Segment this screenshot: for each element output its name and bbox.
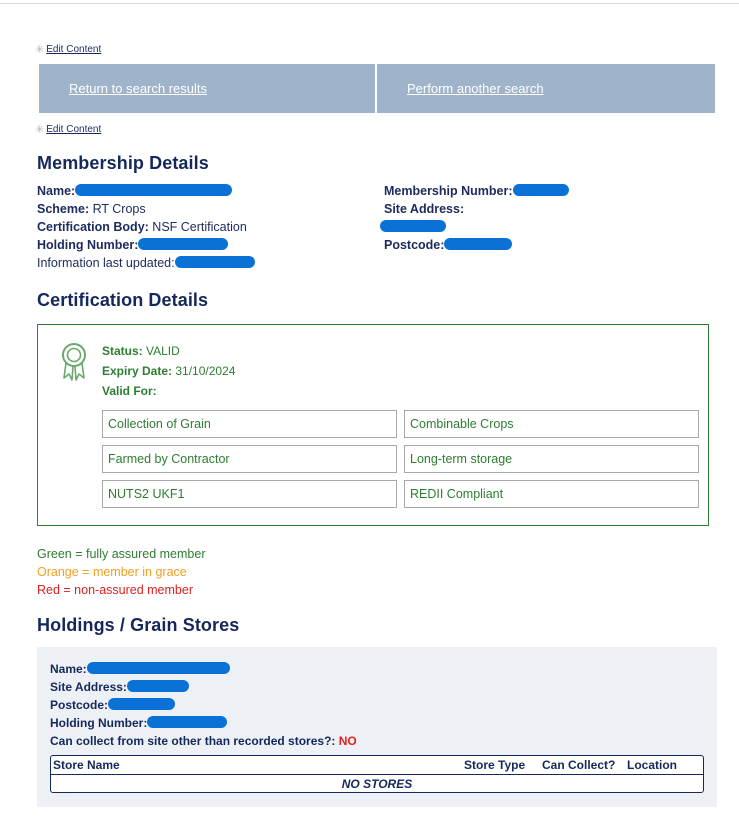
member-name-row xyxy=(37,182,255,200)
expiry-value: 31/10/2024 xyxy=(175,364,236,378)
expiry-row xyxy=(102,364,235,378)
site-address-label: Site Address: xyxy=(384,202,465,216)
holding-site-address-label: Site Address: xyxy=(50,680,127,694)
edit-content-link-second[interactable] xyxy=(35,124,101,135)
membership-right-column xyxy=(384,182,569,254)
legend-red: Red = non-assured member xyxy=(37,583,193,597)
info-updated-label: Information last updated: xyxy=(37,256,175,270)
col-store-type: Store Type xyxy=(464,758,526,772)
legend-green: Green = fully assured member xyxy=(37,547,206,561)
col-store-name: Store Name xyxy=(53,758,120,772)
redacted-value xyxy=(380,220,446,232)
valid-for-cell: Combinable Crops xyxy=(404,410,699,438)
status-label: Status: xyxy=(102,344,143,358)
membership-number-row xyxy=(384,182,569,200)
name-label: Name: xyxy=(37,184,76,198)
redacted-value xyxy=(138,238,228,250)
nav-cell-search xyxy=(407,64,544,113)
perform-another-search-link[interactable]: Perform another search xyxy=(407,81,544,96)
holding-card xyxy=(37,647,717,807)
col-location: Location xyxy=(627,758,677,772)
legend-orange: Orange = member in grace xyxy=(37,565,187,579)
postcode-row xyxy=(384,236,569,254)
redacted-value xyxy=(147,716,227,728)
collect-question: Can collect from site other than recorded stores?: xyxy=(50,734,336,748)
collect-other-site-row xyxy=(50,734,357,748)
sparkle-icon: ✳ xyxy=(35,123,45,136)
return-to-search-link[interactable]: Return to search results xyxy=(69,81,208,96)
info-updated-row xyxy=(37,254,255,272)
redacted-value xyxy=(175,256,255,268)
edit-content-label[interactable]: Edit Content xyxy=(46,44,102,55)
redacted-value xyxy=(444,238,512,250)
scheme-value: RT Crops xyxy=(92,202,146,216)
holding-number-label: Holding Number: xyxy=(37,238,139,252)
postcode-label: Postcode: xyxy=(384,238,445,252)
nav-cell-return xyxy=(69,64,207,113)
site-address-value-row xyxy=(384,218,569,236)
stores-table xyxy=(50,755,704,793)
holdings-heading: Holdings / Grain Stores xyxy=(37,615,240,635)
membership-number-label: Membership Number: xyxy=(384,184,513,198)
valid-for-label: Valid For: xyxy=(102,384,157,398)
holding-name-label: Name: xyxy=(50,662,87,676)
sparkle-icon: ✳ xyxy=(35,43,45,56)
valid-for-cell: Collection of Grain xyxy=(102,410,397,438)
stores-table-header xyxy=(51,756,703,775)
valid-for-cell: Farmed by Contractor xyxy=(102,445,397,473)
valid-for-row xyxy=(102,384,157,398)
search-nav-bar xyxy=(39,64,715,113)
cert-body-label: Certification Body: xyxy=(37,220,149,234)
award-rosette-icon xyxy=(60,342,88,387)
nav-separator xyxy=(375,64,377,113)
cert-body-row xyxy=(37,218,255,236)
redacted-value xyxy=(127,680,189,692)
site-address-row xyxy=(384,200,569,218)
no-stores-message: NO STORES xyxy=(341,777,413,791)
edit-content-link-top[interactable] xyxy=(35,44,101,55)
holding-number-row xyxy=(50,716,227,730)
collect-answer: NO xyxy=(338,734,357,748)
holding-postcode-label: Postcode: xyxy=(50,698,109,712)
col-can-collect: Can Collect? xyxy=(542,758,616,772)
expiry-label: Expiry Date: xyxy=(102,364,173,378)
membership-heading: Membership Details xyxy=(37,153,209,173)
top-divider xyxy=(0,3,739,4)
status-row xyxy=(102,344,180,358)
holding-name-row xyxy=(50,662,230,676)
edit-content-label[interactable]: Edit Content xyxy=(46,124,102,135)
redacted-value xyxy=(108,698,175,710)
certification-heading: Certification Details xyxy=(37,290,209,310)
redacted-value xyxy=(513,184,569,196)
holding-number-row xyxy=(37,236,255,254)
valid-for-cell: Long-term storage xyxy=(404,445,699,473)
membership-left-column xyxy=(37,182,255,272)
redacted-value xyxy=(87,662,230,674)
valid-for-cell: REDII Compliant xyxy=(404,480,699,508)
holding-number-label: Holding Number: xyxy=(50,716,148,730)
redacted-value xyxy=(75,184,232,196)
valid-for-cell: NUTS2 UKF1 xyxy=(102,480,397,508)
holding-postcode-row xyxy=(50,698,175,712)
scheme-row xyxy=(37,200,255,218)
status-value: VALID xyxy=(146,344,180,358)
certification-box xyxy=(37,324,709,526)
scheme-label: Scheme: xyxy=(37,202,90,216)
cert-body-value: NSF Certification xyxy=(152,220,247,234)
holding-site-address-row xyxy=(50,680,189,694)
